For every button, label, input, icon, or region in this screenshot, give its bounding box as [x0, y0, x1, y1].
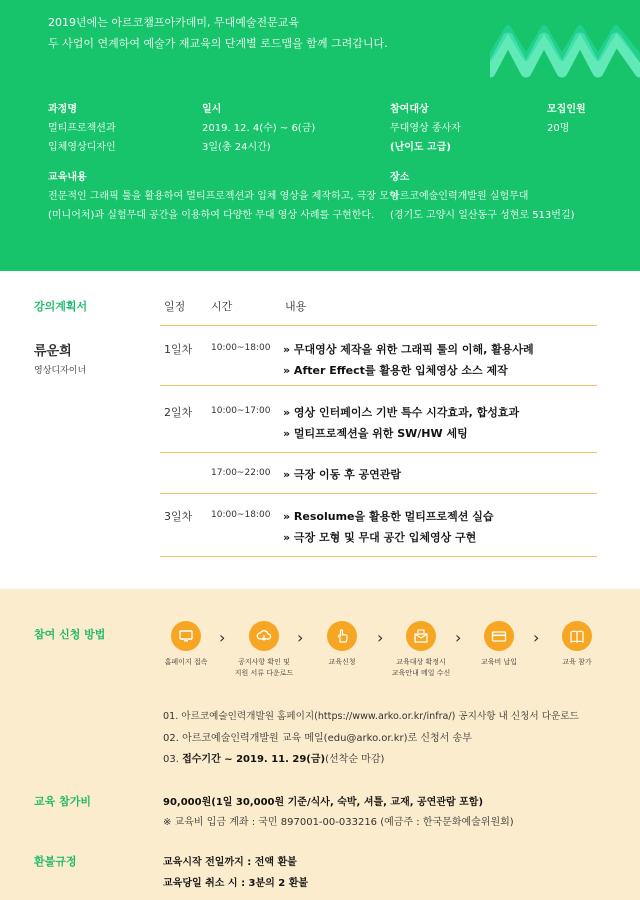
schedule-item: » 무대영상 제작을 위한 그래픽 툴의 이해, 활용사례 [283, 343, 534, 356]
schedule-item: » 극장 이동 후 공연관람 [283, 468, 402, 481]
fee-account: ※ 교육비 입금 계좌 : 국민 897001-00-033216 (예금주 : 한국문화예술위원회) [163, 817, 514, 828]
apply-step-2: 02. 아르코예술인력개발원 교육 메일(edu@arko.or.kr)로 신청서 송부 [163, 733, 472, 744]
monitor-icon [171, 621, 201, 651]
divider [160, 493, 597, 494]
col-header-time: 시간 [211, 300, 233, 313]
col-header-content: 내용 [285, 300, 307, 313]
chevron-right-icon: › [297, 628, 304, 647]
divider [160, 556, 597, 557]
schedule-time: 10:00~17:00 [211, 406, 271, 416]
intro-text: 2019년에는 아르코챔프아카데미, 무대예술전문교육 두 사업이 연계하여 예술가 재교육의 단계별 로드맵을 함께 그려갑니다. [48, 16, 388, 50]
schedule-item: » After Effect를 활용한 입체영상 소스 제작 [283, 364, 508, 377]
schedule-item: » Resolume을 활용한 멀티프로젝션 실습 [283, 510, 494, 523]
course-content: 교육내용 전문적인 그래픽 툴을 활용하여 멀티프로젝션과 입체 영상을 제작하고, 극장 모형 (미니어처)과 실험무대 공간을 이용하여 다양한 무대 영상 사례를 구현한다. [48, 172, 399, 221]
apply-step-3: 03. 접수기간 ~ 2019. 11. 29(금)(선착순 마감) [163, 754, 385, 765]
course-place: 장소 아르코예술인력개발원 실험무대 (경기도 고양시 일산동구 성현로 513번길) [390, 172, 575, 221]
refund-title: 환불규정 [34, 855, 77, 868]
apply-title: 참여 신청 방법 [34, 628, 106, 641]
schedule-time: 10:00~18:00 [211, 343, 271, 353]
instructor-name: 류운희 [34, 344, 72, 359]
mail-icon [406, 621, 436, 651]
schedule-day: 3일차 [164, 510, 193, 523]
apply-step-1: 01. 아르코예술인력개발원 홈페이지(https://www.arko.or.kr/infra/) 공지사항 내 신청서 다운로드 [163, 711, 579, 722]
schedule-item: » 극장 모형 및 무대 공간 입체영상 구현 [283, 531, 477, 544]
divider [160, 325, 597, 326]
step-label: 홈페이지 접속 [164, 658, 208, 666]
divider [160, 452, 597, 453]
step-label: 공지사항 확인 및 지원 서류 다운로드 [234, 658, 294, 677]
instructor-role: 영상디자이너 [34, 366, 87, 376]
book-icon [562, 621, 592, 651]
col-header-day: 일정 [164, 300, 186, 313]
credit-card-icon [484, 621, 514, 651]
step-label: 교육대상 확정시 교육안내 메일 수신 [391, 658, 451, 677]
course-capacity: 모집인원 20명 [547, 104, 586, 134]
cloud-download-icon [249, 621, 279, 651]
step-label: 교육 참가 [562, 658, 592, 666]
step-label: 교육신청 [328, 658, 356, 666]
divider [160, 385, 597, 386]
refund-rule: 교육시작 전일까지 : 전액 환불 [163, 857, 297, 868]
course-date: 일시 2019. 12. 4(수) ~ 6(금) 3일(총 24시간) [202, 104, 316, 153]
schedule-day: 1일차 [164, 343, 193, 356]
course-name: 과정명 멀티프로젝션과 입체영상디자인 [48, 104, 116, 153]
fee-title: 교육 참가비 [34, 795, 91, 808]
chevron-right-icon: › [455, 628, 462, 647]
schedule-time: 17:00~22:00 [211, 468, 271, 478]
refund-rule: 교육당일 취소 시 : 3분의 2 환불 [163, 878, 309, 889]
chevron-right-icon: › [377, 628, 384, 647]
schedule-time: 10:00~18:00 [211, 510, 271, 520]
schedule-item: » 멀티프로젝션을 위한 SW/HW 세팅 [283, 427, 468, 440]
schedule-item: » 영상 인터페이스 기반 특수 시각효과, 합성효과 [283, 406, 520, 419]
hand-pointer-icon [327, 621, 357, 651]
course-target: 참여대상 무대영상 종사자 (난이도 고급) [390, 104, 461, 153]
wave-decoration [490, 20, 640, 80]
fee-amount: 90,000원(1일 30,000원 기준/식사, 숙박, 셔틀, 교재, 공연관람 포함) [163, 797, 484, 808]
schedule-day: 2일차 [164, 406, 193, 419]
course-info-banner [0, 0, 640, 271]
chevron-right-icon: › [219, 628, 226, 647]
chevron-right-icon: › [533, 628, 540, 647]
step-label: 교육비 납입 [480, 658, 518, 666]
plan-title: 강의계획서 [34, 300, 88, 313]
